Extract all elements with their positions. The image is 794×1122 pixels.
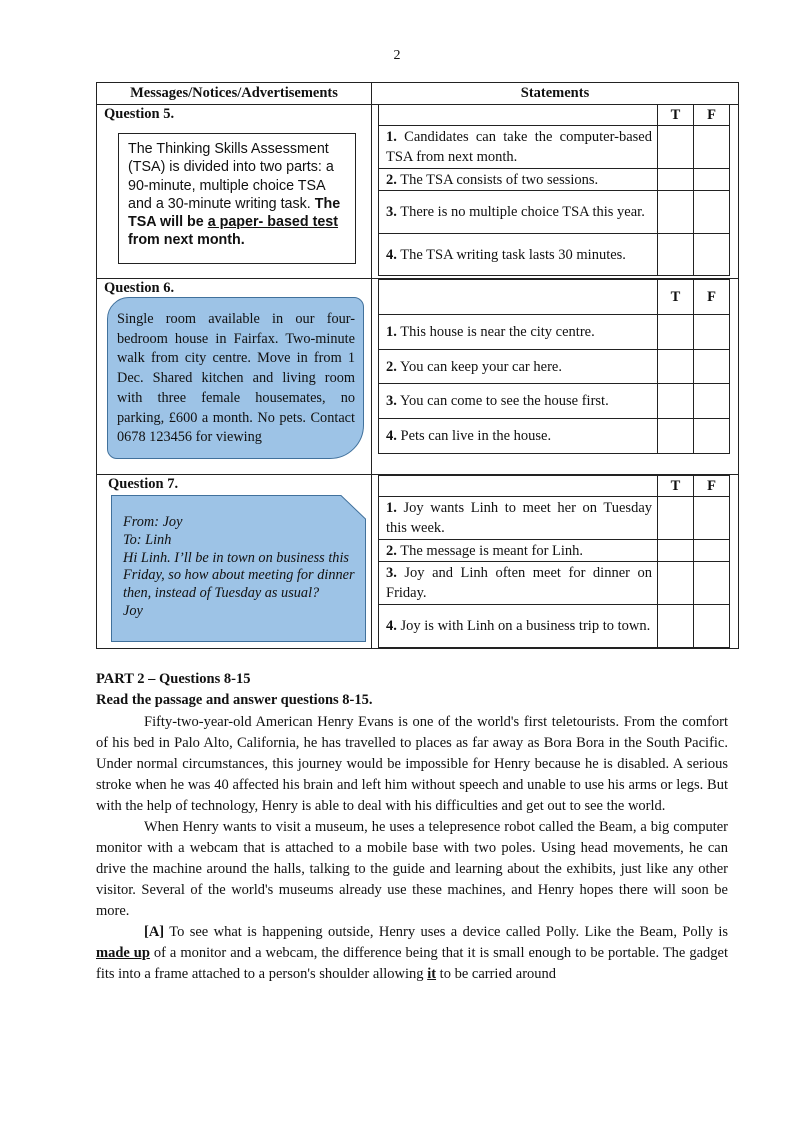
statement-text: Candidates can take the computer-based TSA from next month. xyxy=(386,129,652,165)
statement-text: There is no multiple choice TSA this year. xyxy=(400,204,645,220)
underlined-phrase-made-up: made up xyxy=(96,945,150,961)
statement-row: 4. The TSA writing task lasts 30 minutes. xyxy=(379,234,730,276)
true-column-header: T xyxy=(658,476,694,497)
statement-text: The TSA consists of two sessions. xyxy=(400,171,599,188)
true-answer-cell[interactable] xyxy=(658,384,694,419)
passage-paragraph-2: When Henry wants to visit a museum, he uses a telepresence robot called the Beam, a big computer monitor with a webcam that is attached to a mobile base with two poles. Using head movements, he can drive the machine around the halls, talking to the guide and learning about the exhibits, just like any other visitor. Several of the world's museums already use these machines, and Henry hopes there will soon be more. xyxy=(96,819,728,919)
statement-row: 3. You can come to see the house first. xyxy=(379,384,730,419)
false-answer-cell[interactable] xyxy=(694,540,730,562)
tsa-notice-bold: The TSA will be a paper- based test from next month. xyxy=(128,195,341,249)
statement-row: 3. Joy and Linh often meet for dinner on Friday. xyxy=(379,562,730,605)
q7-statements-table xyxy=(378,475,730,648)
statement-row: 2. The message is meant for Linh. xyxy=(379,540,730,562)
statement-text: This house is near the city centre. xyxy=(400,324,595,340)
part-2-instruction: Read the passage and answer questions 8-15. xyxy=(96,692,373,708)
tsa-notice-text: The Thinking Skills Assessment (TSA) is divided into two parts: a 90-minute, multiple choice TSA and a 30-minute writing task. xyxy=(128,141,334,212)
false-answer-cell[interactable] xyxy=(694,605,730,648)
questions-table xyxy=(96,82,739,649)
true-answer-cell[interactable] xyxy=(658,540,694,562)
statement-text: You can keep your car here. xyxy=(399,358,562,375)
statement-text: The TSA writing task lasts 30 minutes. xyxy=(400,246,626,263)
header-statements: Statements xyxy=(520,85,590,101)
question-6-label: Question 6. xyxy=(104,280,175,296)
paragraph-marker-a: [A] xyxy=(144,924,165,940)
column-divider xyxy=(371,83,372,648)
true-answer-cell[interactable] xyxy=(658,605,694,648)
false-answer-cell[interactable] xyxy=(694,497,730,540)
true-column-header: T xyxy=(658,280,694,315)
statement-text: Joy is with Linh on a business trip to town. xyxy=(400,618,651,634)
false-answer-cell[interactable] xyxy=(694,350,730,384)
false-answer-cell[interactable] xyxy=(694,169,730,191)
false-answer-cell[interactable] xyxy=(694,315,730,350)
question-7-label: Question 7. xyxy=(108,476,179,492)
true-answer-cell[interactable] xyxy=(658,315,694,350)
passage-paragraph-1: Fifty-two-year-old American Henry Evans is one of the world's first teletourists. From the comfort of his bed in Palo Alto, California, he has travelled to places as far away as Bora Bora in the South Pacific. Under normal circumstances, this journey would be impossible for Henry because he is disabled. A serious stroke when he was 40 affected his brain and left him without speech and unable to use his arms or legs. But with the help of technology, Henry is able to deal with his difficulties and get out to see the world. xyxy=(96,714,728,814)
true-answer-cell[interactable] xyxy=(658,562,694,605)
true-answer-cell[interactable] xyxy=(658,350,694,384)
statement-text: Joy wants Linh to meet her on Tuesday this week. xyxy=(386,500,652,536)
room-advert-box: Single room available in our four-bedroom house in Fairfax. Two-minute walk from city centre. Move in from 1 Dec. Shared kitchen and living room with three female housemates, no parking, £600 a month. No pets. Contact 0678 123456 for viewing xyxy=(107,297,364,459)
statement-row: 1. This house is near the city centre. xyxy=(379,315,730,350)
text-message-box xyxy=(111,495,366,642)
false-column-header: F xyxy=(694,476,730,497)
statement-text: Joy and Linh often meet for dinner on Friday. xyxy=(386,565,652,601)
q6-statements-table xyxy=(378,279,730,454)
true-answer-cell[interactable] xyxy=(658,419,694,454)
false-answer-cell[interactable] xyxy=(694,562,730,605)
true-answer-cell[interactable] xyxy=(658,191,694,234)
true-answer-cell[interactable] xyxy=(658,497,694,540)
true-answer-cell[interactable] xyxy=(658,126,694,169)
statement-row: 3. There is no multiple choice TSA this year. xyxy=(379,191,730,234)
message-to: To: Linh xyxy=(123,531,172,548)
q5-statements-table xyxy=(378,104,730,276)
statement-text: You can come to see the house first. xyxy=(399,393,609,409)
false-answer-cell[interactable] xyxy=(694,191,730,234)
statement-row: 4. Pets can live in the house. xyxy=(379,419,730,454)
false-answer-cell[interactable] xyxy=(694,384,730,419)
text-message-content xyxy=(123,514,355,621)
false-column-header: F xyxy=(694,280,730,315)
part-2-title: PART 2 – Questions 8-15 xyxy=(96,671,251,687)
true-answer-cell[interactable] xyxy=(658,234,694,276)
statement-text: The message is meant for Linh. xyxy=(400,542,584,559)
statement-row: 2. You can keep your car here. xyxy=(379,350,730,384)
statement-row: 4. Joy is with Linh on a business trip to town. xyxy=(379,605,730,648)
passage-paragraph-3: [A] To see what is happening outside, Henry uses a device called Polly. Like the Beam, Polly is made up of a monitor and a webcam, the difference being that it is small enough to be portable. The gadget fits into a frame attached to a person's shoulder allowing it to be carried around xyxy=(96,924,728,982)
statement-row: 2. The TSA consists of two sessions. xyxy=(379,169,730,191)
page-number: 2 xyxy=(393,48,401,63)
header-messages: Messages/Notices/Advertisements xyxy=(130,85,338,101)
message-signature: Joy xyxy=(123,602,143,619)
false-answer-cell[interactable] xyxy=(694,419,730,454)
statement-text: Pets can live in the house. xyxy=(400,428,552,444)
true-column-header: T xyxy=(658,105,694,126)
message-from: From: Joy xyxy=(123,514,183,530)
statement-row: 1. Candidates can take the computer-based TSA from next month. xyxy=(379,126,730,169)
false-column-header: F xyxy=(694,105,730,126)
tsa-notice-box xyxy=(118,133,356,264)
message-body: Hi Linh. I’ll be in town on business this Friday, so how about meeting for dinner then, instead of Tuesday as usual? xyxy=(123,549,355,602)
false-answer-cell[interactable] xyxy=(694,126,730,169)
reading-passage xyxy=(96,712,728,985)
question-5-label: Question 5. xyxy=(104,106,175,122)
true-answer-cell[interactable] xyxy=(658,169,694,191)
underlined-word-it: it xyxy=(427,966,437,982)
false-answer-cell[interactable] xyxy=(694,234,730,276)
statement-row: 1. Joy wants Linh to meet her on Tuesday this week. xyxy=(379,497,730,540)
